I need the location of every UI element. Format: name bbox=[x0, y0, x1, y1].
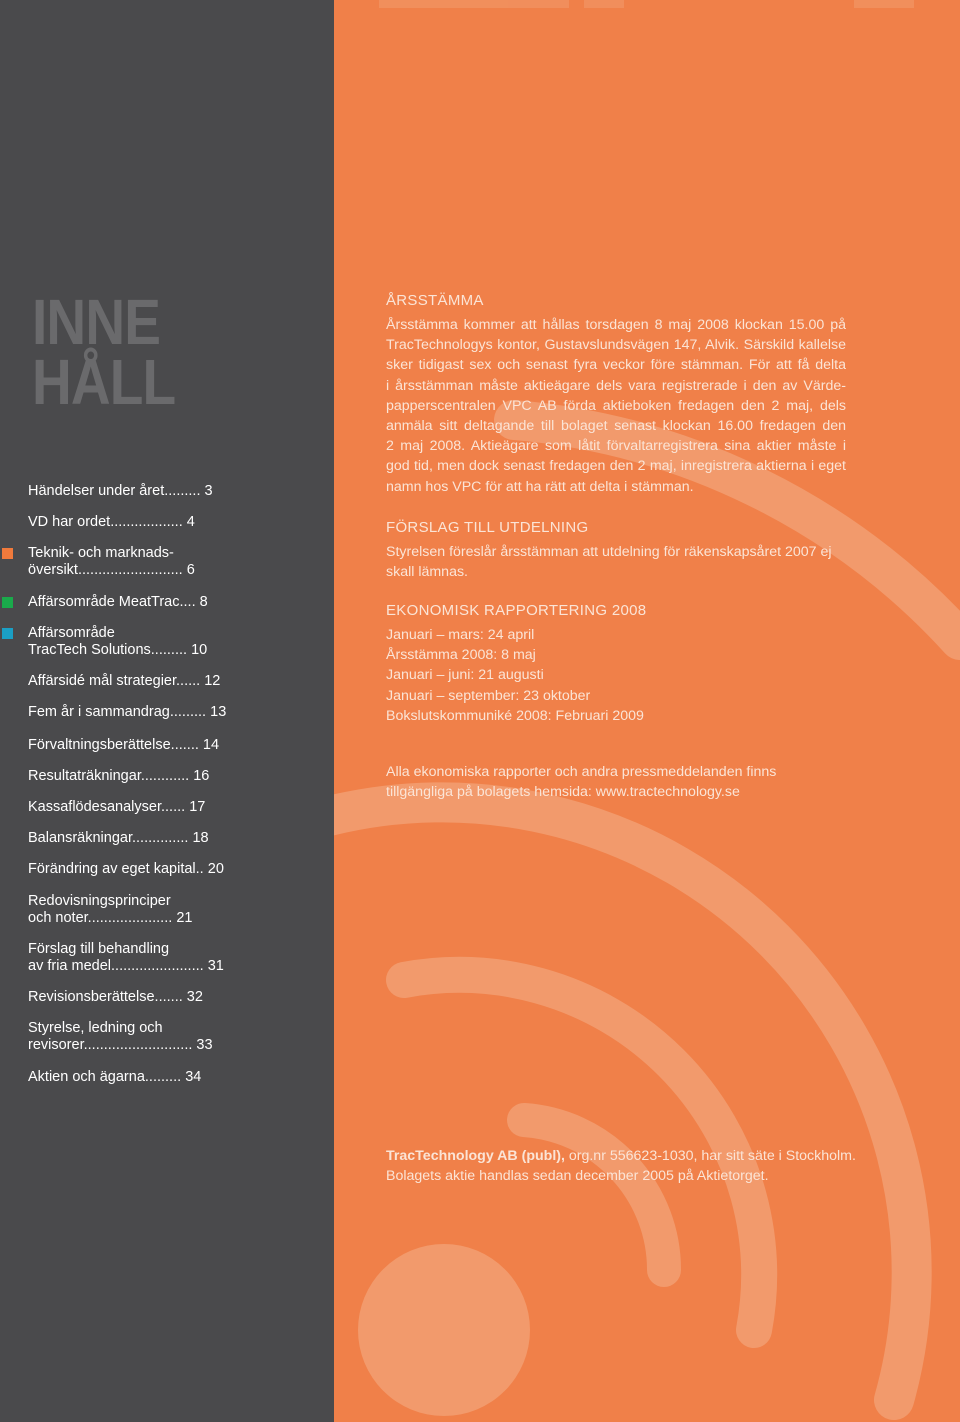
text-line: Januari – juni: 21 augusti bbox=[386, 667, 544, 684]
toc-page-number: 6 bbox=[186, 562, 195, 578]
toc-entry[interactable] bbox=[28, 594, 238, 611]
signal-dot bbox=[358, 1244, 530, 1416]
text-line: anmäla sitt deltagande till bolaget senast klockan 16.00 fredagen den bbox=[386, 417, 846, 434]
toc-leader-dots: .. bbox=[195, 861, 208, 877]
toc-page-number: 33 bbox=[196, 1037, 213, 1053]
toc-entry-label: VD har ordet bbox=[28, 514, 111, 530]
heading-inne: INNE bbox=[32, 286, 161, 358]
toc-page-number: 4 bbox=[186, 514, 195, 530]
toc-leader-dots: .......................... bbox=[77, 562, 187, 578]
hemsida-text bbox=[386, 762, 846, 802]
section-utdelning bbox=[386, 519, 846, 582]
text-line: Alla ekonomiska rapporter och andra pressmeddelanden finns bbox=[386, 764, 777, 780]
toc-leader-dots: ...... bbox=[176, 673, 205, 689]
toc-page-number: 16 bbox=[193, 768, 210, 784]
toc-entry-label: av fria medel bbox=[28, 958, 112, 974]
text-line: Bokslutskommuniké 2008: Februari 2009 bbox=[386, 707, 644, 724]
section-hemsida bbox=[386, 762, 846, 802]
toc-entry[interactable] bbox=[28, 737, 238, 754]
heading-hall: HÅLL bbox=[32, 346, 176, 418]
top-faint-shape-1 bbox=[379, 0, 569, 8]
text-line: tillgängliga på bolagets hemsida: www.tractechnology.se bbox=[386, 784, 740, 801]
toc-leader-dots: ...... bbox=[161, 799, 190, 815]
text-line: Januari – september: 23 oktober bbox=[386, 687, 591, 704]
toc-leader-dots: ....... bbox=[154, 989, 187, 1005]
toc-entry-label: och noter bbox=[28, 910, 88, 926]
toc-page-number: 34 bbox=[185, 1069, 202, 1085]
toc-leader-dots: ......... bbox=[164, 483, 205, 499]
toc-leader-dots: .... bbox=[179, 594, 200, 610]
text-line: Januari – mars: 24 april bbox=[386, 627, 535, 643]
toc-entry[interactable] bbox=[28, 673, 238, 690]
toc-entry-label: Förändring av eget kapital bbox=[28, 861, 196, 877]
toc-page-number: 12 bbox=[204, 673, 221, 689]
text-line: papperscentralen VPC AB förda aktieboken fredagen den 2 maj, dels bbox=[386, 397, 846, 414]
toc-leader-dots: ......... bbox=[169, 704, 211, 720]
toc-leader-dots: ........................... bbox=[83, 1037, 197, 1053]
toc-entry[interactable] bbox=[28, 830, 238, 847]
toc-entry[interactable] bbox=[28, 1020, 238, 1054]
toc-entry[interactable] bbox=[28, 799, 238, 816]
section-arsstamma bbox=[386, 292, 846, 497]
text-line: skall lämnas. bbox=[386, 564, 469, 581]
toc-leader-dots: ............ bbox=[140, 768, 194, 784]
toc-entry-label: Förslag till behandling bbox=[28, 941, 170, 957]
utdelning-title: FÖRSLAG TILL UTDELNING bbox=[386, 519, 589, 536]
company-name: TracTechnology AB (publ), bbox=[386, 1148, 565, 1164]
toc-entry-label: Fem år i sammandrag bbox=[28, 704, 170, 720]
text-line: TracTechnologys kontor, Gustavslundsvägen 147, Alvik. Särskild kallelse bbox=[386, 337, 846, 354]
toc-entry-label: revisorer bbox=[28, 1037, 84, 1053]
toc-entry-label: Revisionsberättelse bbox=[28, 989, 155, 1005]
toc-page-number: 32 bbox=[186, 989, 203, 1005]
toc-entry[interactable] bbox=[28, 704, 238, 721]
toc-page-number: 21 bbox=[176, 910, 193, 926]
text-line: namn hos VPC för att ha rätt att delta i stämman. bbox=[386, 478, 694, 495]
toc-entry[interactable] bbox=[28, 1069, 238, 1086]
rapportering-list bbox=[386, 625, 846, 726]
toc-entry-label: Händelser under året bbox=[28, 483, 165, 499]
toc-entry-label: TracTech Solutions bbox=[28, 642, 151, 658]
toc-entry-label: Förvaltningsberättelse bbox=[28, 737, 171, 753]
text-line: sker tidigast sex och senast fyra veckor före stämman. För att få delta bbox=[386, 357, 846, 374]
text-line: god tid, men dock senast fredagen den 2 maj, inregistrera aktierna i eget bbox=[386, 458, 846, 475]
signal-arc-1 bbox=[524, 1120, 664, 1270]
company-listing: Bolagets aktie handlas sedan december 2005 på Aktietorget. bbox=[386, 1168, 769, 1185]
toc-leader-dots: ......... bbox=[150, 642, 192, 658]
toc-leader-dots: ....................... bbox=[111, 958, 208, 974]
text-line: Årsstämma 2008: 8 maj bbox=[386, 647, 536, 664]
toc-entry[interactable] bbox=[28, 893, 238, 927]
toc-page-number: 10 bbox=[191, 642, 208, 658]
sidebar bbox=[0, 0, 334, 1422]
toc-entry-label: Kassaflödesanalyser bbox=[28, 799, 161, 815]
toc-page-number: 31 bbox=[207, 958, 224, 974]
toc-entry[interactable] bbox=[28, 861, 238, 878]
toc-bullet-orange bbox=[2, 548, 13, 559]
section-rapportering bbox=[386, 602, 846, 726]
toc-entry-label: Affärsidé mål strategier bbox=[28, 673, 177, 689]
toc-leader-dots: ....... bbox=[170, 737, 203, 753]
rapportering-title: EKONOMISK RAPPORTERING 2008 bbox=[386, 602, 647, 619]
text-line: 2 maj 2008. Aktieägare som låtit förvaltarregistrera sina aktier måste i bbox=[386, 438, 846, 455]
toc-entry[interactable] bbox=[28, 483, 238, 500]
toc-entry[interactable] bbox=[28, 989, 238, 1006]
top-faint-shape-2 bbox=[584, 0, 624, 8]
toc-entry-label: Aktien och ägarna bbox=[28, 1069, 145, 1085]
utdelning-body bbox=[386, 542, 846, 582]
text-line: Årsstämma kommer att hållas torsdagen 8 maj 2008 klockan 15.00 på bbox=[386, 317, 846, 333]
toc-entry[interactable] bbox=[28, 545, 238, 579]
toc-entry-label: Teknik- och marknads- bbox=[28, 545, 174, 561]
toc-bullet-green bbox=[2, 597, 13, 608]
toc-entry-label: Affärsområde MeatTrac bbox=[28, 594, 180, 610]
toc-page-number: 8 bbox=[199, 594, 208, 610]
toc-page-number: 3 bbox=[204, 483, 213, 499]
toc-page-number: 13 bbox=[210, 704, 227, 720]
text-line: i årsstämman måste aktieägare dels vara registrerade i den av Värde- bbox=[386, 377, 846, 394]
toc-page-number: 18 bbox=[192, 830, 209, 846]
toc-leader-dots: .............. bbox=[132, 830, 193, 846]
toc-entry[interactable] bbox=[28, 625, 238, 659]
toc-entry-label: Redovisningsprinciper bbox=[28, 893, 171, 909]
toc-page-number: 14 bbox=[202, 737, 220, 753]
company-orgnr: org.nr 556623-1030, har sitt säte i Stockholm. bbox=[564, 1148, 856, 1164]
toc-entry[interactable] bbox=[28, 941, 238, 975]
toc-entry-label: Balansräkningar bbox=[28, 830, 132, 846]
toc-page-number: 20 bbox=[207, 861, 224, 877]
toc-entry-label: Styrelse, ledning och bbox=[28, 1020, 163, 1036]
toc-leader-dots: ..................... bbox=[87, 910, 177, 926]
toc-entry[interactable] bbox=[28, 768, 238, 785]
company-footer bbox=[386, 1146, 906, 1186]
arsstamma-body bbox=[386, 315, 846, 497]
toc-leader-dots: .................. bbox=[110, 514, 187, 530]
toc-entry[interactable] bbox=[28, 514, 238, 531]
toc-entry-label: Resultaträkningar bbox=[28, 768, 141, 784]
toc-entry-label: översikt bbox=[28, 562, 78, 578]
toc-leader-dots: ......... bbox=[144, 1069, 186, 1085]
arsstamma-title: ÅRSSTÄMMA bbox=[386, 292, 484, 309]
text-line: Styrelsen föreslår årsstämman att utdelning för räkenskapsåret 2007 ej bbox=[386, 544, 832, 560]
toc-page-number: 17 bbox=[189, 799, 206, 815]
toc-bullet-blue bbox=[2, 628, 13, 639]
top-faint-shape-3 bbox=[854, 0, 914, 8]
toc-entry-label: Affärsområde bbox=[28, 625, 115, 641]
